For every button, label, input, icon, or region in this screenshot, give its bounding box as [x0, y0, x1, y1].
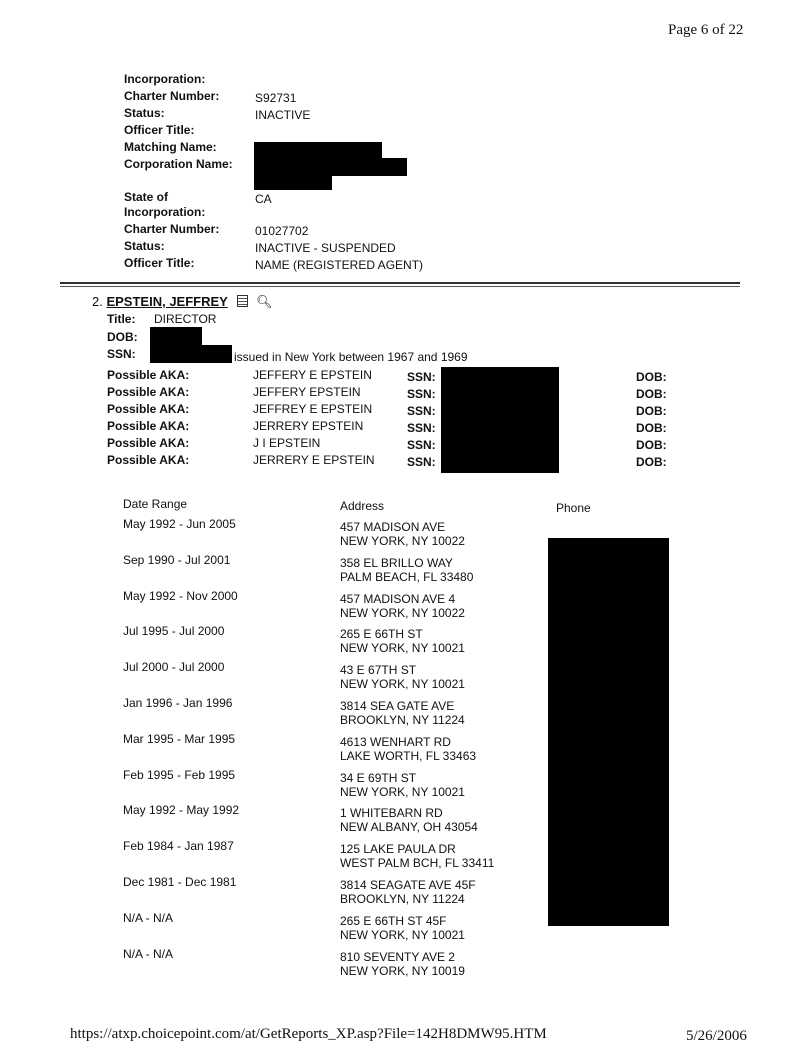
dob-label: DOB: [107, 330, 138, 344]
address-line2: NEW YORK, NY 10022 [340, 534, 465, 548]
address-date-range: Mar 1995 - Mar 1995 [123, 731, 236, 746]
title-label: Title: [107, 312, 136, 326]
field-label: Charter Number: [124, 222, 220, 236]
aka-ssn-label: SSN: [407, 387, 436, 401]
redaction [548, 538, 669, 926]
address-line2: NEW YORK, NY 10021 [340, 784, 465, 799]
aka-dob-label: DOB: [636, 370, 667, 384]
address-line1: 358 EL BRILLO WAY [340, 555, 453, 570]
aka-name: JEFFERY EPSTEIN [253, 385, 361, 399]
redaction [254, 176, 332, 190]
address-line2: NEW YORK, NY 10022 [340, 605, 465, 620]
address-line2: NEW YORK, NY 10021 [340, 927, 465, 942]
aka-ssn-label: SSN: [407, 421, 436, 435]
address-line2: PALM BEACH, FL 33480 [340, 569, 474, 584]
address-line1: 1 WHITEBARN RD [340, 806, 443, 821]
field-value: 01027702 [255, 224, 309, 238]
address-date-range: Feb 1984 - Jan 1987 [123, 839, 234, 854]
address-line1: 125 LAKE PAULA DR [340, 842, 456, 857]
field-value: INACTIVE - SUSPENDED [255, 241, 396, 255]
aka-ssn-label: SSN: [407, 455, 436, 469]
aka-name: JEFFERY E EPSTEIN [253, 368, 372, 382]
address-line2: BROOKLYN, NY 11224 [340, 713, 465, 727]
person-name-link[interactable]: EPSTEIN, JEFFREY [106, 294, 228, 309]
address-line1: 265 E 66TH ST [340, 627, 423, 642]
address-line2: NEW YORK, NY 10019 [340, 963, 465, 978]
address-line1: 3814 SEAGATE AVE 45F [340, 878, 476, 892]
address-date-range: N/A - N/A [123, 946, 174, 961]
aka-name: JERRERY EPSTEIN [253, 419, 364, 433]
address-line1: 3814 SEA GATE AVE [340, 699, 455, 713]
aka-ssn-label: SSN: [407, 370, 436, 384]
title-value: DIRECTOR [154, 312, 217, 326]
address-line1: 265 E 66TH ST 45F [340, 913, 447, 928]
page-number: Page 6 of 22 [668, 22, 744, 38]
field-value: CA [255, 192, 272, 206]
field-value: NAME (REGISTERED AGENT) [255, 258, 424, 272]
address-date-range: May 1992 - Jun 2005 [123, 517, 236, 531]
person-heading [92, 294, 273, 310]
search-icon[interactable]: 🔍︎ [256, 294, 273, 309]
address-line1: 34 E 69TH ST [340, 770, 417, 785]
address-line2: WEST PALM BCH, FL 33411 [340, 856, 495, 871]
address-date-range: May 1992 - May 1992 [123, 803, 240, 818]
address-date-range: Jan 1996 - Jan 1996 [123, 696, 233, 710]
phone-header: Phone [556, 501, 591, 515]
address-line2: BROOKLYN, NY 11224 [340, 892, 465, 906]
aka-dob-label: DOB: [636, 387, 667, 401]
field-label: Officer Title: [124, 256, 195, 270]
aka-ssn-label: SSN: [407, 438, 436, 452]
field-label: Incorporation: [124, 72, 206, 86]
field-value: INACTIVE [255, 108, 311, 122]
aka-label: Possible AKA: [107, 436, 190, 450]
aka-name: JERRERY E EPSTEIN [253, 453, 375, 467]
field-value: S92731 [255, 91, 297, 105]
aka-name: JEFFREY E EPSTEIN [253, 402, 373, 416]
address-line1: 457 MADISON AVE 4 [340, 591, 456, 606]
address-date-range: Jul 2000 - Jul 2000 [123, 660, 225, 675]
aka-list [107, 368, 667, 478]
aka-label: Possible AKA: [107, 419, 190, 433]
address-date-range: Dec 1981 - Dec 1981 [123, 875, 237, 889]
address-line2: NEW YORK, NY 10021 [340, 677, 465, 692]
redaction [150, 345, 232, 363]
aka-dob-label: DOB: [636, 421, 667, 435]
address-date-range: N/A - N/A [123, 910, 174, 925]
field-label: Charter Number: [124, 89, 220, 103]
address-line1: 457 MADISON AVE [340, 520, 446, 534]
section-divider [60, 282, 740, 287]
date-range-header: Date Range [123, 497, 188, 511]
address-date-range: Jul 1995 - Jul 2000 [123, 624, 225, 639]
aka-dob-label: DOB: [636, 455, 667, 469]
aka-dob-label: DOB: [636, 404, 667, 418]
address-line2: LAKE WORTH, FL 33463 [340, 748, 477, 763]
field-label: Status: [124, 239, 165, 253]
address-line1: 4613 WENHART RD [340, 734, 451, 749]
address-line2: NEW YORK, NY 10021 [340, 641, 465, 656]
aka-label: Possible AKA: [107, 402, 190, 416]
aka-dob-label: DOB: [636, 438, 667, 452]
address-line1: 810 SEVENTY AVE 2 [340, 949, 455, 964]
field-label: State of Incorporation: [124, 190, 206, 219]
field-label: Officer Title: [124, 123, 195, 137]
address-date-range: Sep 1990 - Jul 2001 [123, 552, 231, 567]
aka-ssn-label: SSN: [407, 404, 436, 418]
footer-date: 5/26/2006 [686, 1028, 747, 1044]
field-label: Status: [124, 106, 165, 120]
report-icon[interactable] [237, 295, 248, 307]
ssn-label: SSN: [107, 347, 136, 361]
address-line1: 43 E 67TH ST [340, 663, 417, 678]
redaction [441, 367, 559, 473]
field-label: Corporation Name: [124, 157, 233, 171]
field-label: Matching Name: [124, 140, 217, 154]
redaction [254, 158, 407, 176]
redaction [254, 142, 382, 158]
aka-label: Possible AKA: [107, 453, 190, 467]
aka-label: Possible AKA: [107, 385, 190, 399]
footer-url: https://atxp.choicepoint.com/at/GetReports_XP.asp?File=142H8DMW95.HTM [70, 1026, 547, 1042]
address-date-range: Feb 1995 - Feb 1995 [123, 767, 236, 782]
address-date-range: May 1992 - Nov 2000 [123, 588, 238, 603]
person-number: 2. [92, 294, 103, 309]
ssn-note: issued in New York between 1967 and 1969 [234, 350, 468, 364]
aka-label: Possible AKA: [107, 368, 190, 382]
aka-name: J I EPSTEIN [253, 436, 321, 450]
address-table [0, 517, 810, 987]
address-header: Address [340, 499, 385, 513]
address-line2: NEW ALBANY, OH 43054 [340, 820, 478, 835]
